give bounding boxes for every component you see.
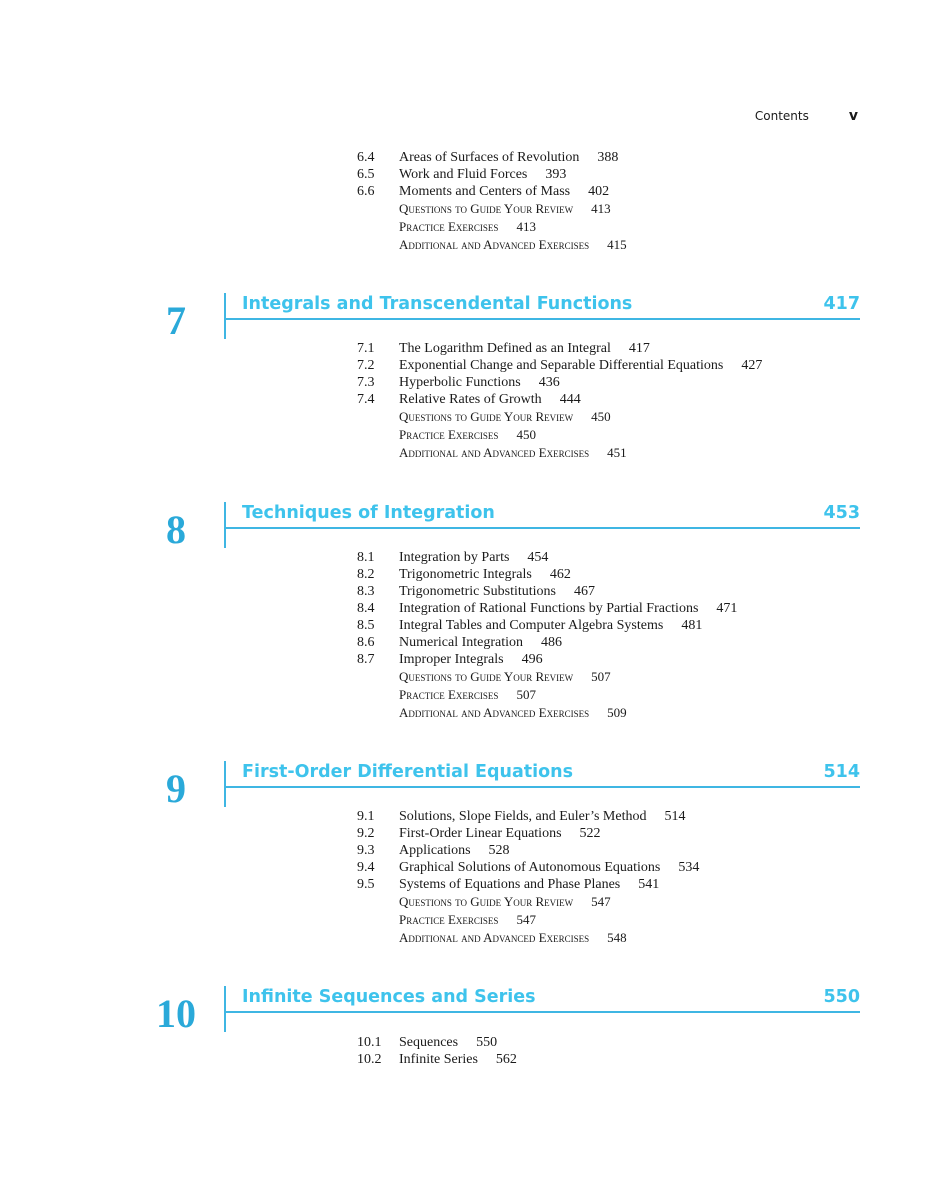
chapter-10-section-list	[357, 1034, 517, 1068]
chapter-number: 10	[156, 991, 196, 1036]
toc-entry-8-6[interactable]	[357, 634, 737, 651]
section-page: 454	[527, 550, 549, 565]
extra-title: Practice Exercises	[399, 687, 499, 702]
chapter-title: Infinite Sequences and Series	[242, 987, 536, 1007]
running-head-label: Contents	[754, 109, 809, 123]
section-page: 393	[545, 167, 567, 182]
toc-entry-9-3[interactable]	[357, 842, 699, 859]
extra-page: 413	[591, 201, 611, 216]
chapter-rule-horizontal	[224, 527, 860, 529]
section-page: 467	[574, 584, 596, 599]
section-number: 10.2	[357, 1052, 382, 1067]
toc-entry-10-1[interactable]	[357, 1034, 517, 1051]
toc-extra-practice[interactable]	[357, 911, 699, 929]
extra-title: Practice Exercises	[399, 427, 499, 442]
running-head	[755, 108, 858, 124]
section-title: Numerical Integration	[399, 635, 524, 650]
chapter-rule-horizontal	[224, 1011, 860, 1013]
section-number: 6.4	[357, 150, 375, 165]
section-number: 8.6	[357, 635, 375, 650]
section-page: 514	[664, 809, 686, 824]
section-number: 7.1	[357, 341, 375, 356]
extra-page: 451	[607, 445, 627, 460]
section-number: 9.1	[357, 809, 375, 824]
section-number: 10.1	[357, 1035, 382, 1050]
chapter-page: 550	[823, 987, 860, 1007]
section-number: 7.4	[357, 392, 375, 407]
extra-page: 507	[591, 669, 611, 684]
section-title: Applications	[399, 843, 471, 858]
section-page: 471	[716, 601, 738, 616]
section-page: 522	[579, 826, 601, 841]
chapter-rule-vertical	[224, 986, 226, 1032]
toc-extra-review[interactable]	[357, 200, 627, 218]
toc-entry-7-3[interactable]	[357, 374, 762, 391]
section-number: 8.5	[357, 618, 375, 633]
section-number: 7.2	[357, 358, 375, 373]
toc-extra-review[interactable]	[357, 893, 699, 911]
section-page: 402	[588, 184, 610, 199]
toc-extra-practice[interactable]	[357, 686, 737, 704]
section-number: 8.2	[357, 567, 375, 582]
section-number: 8.3	[357, 584, 375, 599]
toc-entry-8-4[interactable]	[357, 600, 737, 617]
section-page: 534	[678, 860, 700, 875]
page-number: v	[848, 108, 858, 124]
toc-extra-advanced[interactable]	[357, 704, 737, 722]
extra-page: 507	[516, 687, 536, 702]
toc-extra-advanced[interactable]	[357, 929, 699, 947]
extra-page: 450	[591, 409, 611, 424]
chapter-10-heading[interactable]	[150, 986, 860, 1034]
section-title: Hyperbolic Functions	[399, 375, 521, 390]
section-title: Integration by Parts	[399, 550, 510, 565]
section-page: 486	[541, 635, 563, 650]
toc-entry-7-2[interactable]	[357, 357, 762, 374]
chapter-8-section-list	[357, 549, 737, 722]
section-title: Relative Rates of Growth	[399, 392, 542, 407]
section-number: 9.4	[357, 860, 375, 875]
section-title: Solutions, Slope Fields, and Euler’s Method	[399, 809, 647, 824]
toc-entry-8-5[interactable]	[357, 617, 737, 634]
toc-entry-9-1[interactable]	[357, 808, 699, 825]
toc-entry-7-1[interactable]	[357, 340, 762, 357]
chapter-page: 417	[823, 294, 860, 314]
toc-entry-6-4[interactable]	[357, 149, 627, 166]
section-page: 562	[495, 1052, 517, 1067]
section-page: 496	[521, 652, 543, 667]
section-title: Areas of Surfaces of Revolution	[399, 150, 580, 165]
section-title: The Logarithm Defined as an Integral	[399, 341, 611, 356]
toc-extra-practice[interactable]	[357, 426, 762, 444]
section-page: 481	[681, 618, 703, 633]
chapter-number: 8	[166, 507, 186, 552]
extra-page: 413	[516, 219, 536, 234]
section-number: 8.4	[357, 601, 375, 616]
section-number: 8.7	[357, 652, 375, 667]
toc-entry-8-1[interactable]	[357, 549, 737, 566]
section-title: Infinite Series	[399, 1052, 478, 1067]
extra-page: 547	[516, 912, 536, 927]
chapter-number: 9	[166, 766, 186, 811]
extra-page: 415	[607, 237, 627, 252]
extra-title: Questions to Guide Your Review	[399, 894, 574, 909]
chapter-rule-vertical	[224, 502, 226, 548]
chapter-rule-vertical	[224, 293, 226, 339]
chapter-rule-vertical	[224, 761, 226, 807]
extra-title: Questions to Guide Your Review	[399, 201, 574, 216]
toc-extra-practice[interactable]	[357, 218, 627, 236]
section-page: 436	[538, 375, 560, 390]
chapter-7-heading[interactable]	[150, 293, 860, 341]
chapter-6-section-list	[357, 149, 627, 254]
toc-entry-8-3[interactable]	[357, 583, 737, 600]
extra-title: Additional and Advanced Exercises	[399, 705, 590, 720]
extra-title: Questions to Guide Your Review	[399, 669, 574, 684]
section-number: 9.2	[357, 826, 375, 841]
toc-entry-10-2[interactable]	[357, 1051, 517, 1068]
extra-title: Additional and Advanced Exercises	[399, 930, 590, 945]
section-title: Sequences	[399, 1035, 459, 1050]
chapter-9-heading[interactable]	[150, 761, 860, 809]
extra-title: Additional and Advanced Exercises	[399, 445, 590, 460]
extra-title: Questions to Guide Your Review	[399, 409, 574, 424]
toc-entry-9-4[interactable]	[357, 859, 699, 876]
extra-title: Practice Exercises	[399, 912, 499, 927]
section-title: Improper Integrals	[399, 652, 504, 667]
chapter-7-section-list	[357, 340, 762, 462]
section-page: 528	[488, 843, 510, 858]
section-title: Work and Fluid Forces	[399, 167, 528, 182]
section-title: First-Order Linear Equations	[399, 826, 562, 841]
section-title: Graphical Solutions of Autonomous Equations	[399, 860, 661, 875]
extra-page: 547	[591, 894, 611, 909]
toc-entry-8-7[interactable]	[357, 651, 737, 668]
extra-page: 509	[607, 705, 627, 720]
chapter-rule-horizontal	[224, 786, 860, 788]
section-number: 8.1	[357, 550, 375, 565]
section-title: Integral Tables and Computer Algebra Systems	[399, 618, 664, 633]
section-number: 6.5	[357, 167, 375, 182]
extra-title: Additional and Advanced Exercises	[399, 237, 590, 252]
chapter-title: Techniques of Integration	[242, 503, 495, 523]
section-page: 444	[559, 392, 581, 407]
chapter-page: 514	[823, 762, 860, 782]
section-title: Systems of Equations and Phase Planes	[399, 877, 621, 892]
chapter-9-section-list	[357, 808, 699, 947]
extra-page: 450	[516, 427, 536, 442]
toc-extra-advanced[interactable]	[357, 444, 762, 462]
chapter-page: 453	[823, 503, 860, 523]
toc-entry-9-5[interactable]	[357, 876, 699, 893]
section-page: 541	[638, 877, 660, 892]
toc-extra-review[interactable]	[357, 408, 762, 426]
section-page: 427	[741, 358, 763, 373]
section-title: Exponential Change and Separable Differential Equations	[399, 358, 724, 373]
section-title: Integration of Rational Functions by Partial Fractions	[399, 601, 699, 616]
toc-entry-7-4[interactable]	[357, 391, 762, 408]
section-number: 7.3	[357, 375, 375, 390]
chapter-number: 7	[166, 298, 186, 343]
extra-page: 548	[607, 930, 627, 945]
chapter-title: Integrals and Transcendental Functions	[242, 294, 633, 314]
section-number: 9.5	[357, 877, 375, 892]
toc-entry-6-5[interactable]	[357, 166, 627, 183]
chapter-rule-horizontal	[224, 318, 860, 320]
section-title: Trigonometric Integrals	[399, 567, 532, 582]
section-page: 550	[476, 1035, 498, 1050]
toc-extra-review[interactable]	[357, 668, 737, 686]
section-title: Trigonometric Substitutions	[399, 584, 557, 599]
toc-entry-8-2[interactable]	[357, 566, 737, 583]
section-page: 388	[597, 150, 619, 165]
section-page: 417	[628, 341, 650, 356]
section-page: 462	[549, 567, 571, 582]
chapter-title: First-Order Differential Equations	[242, 762, 574, 782]
extra-title: Practice Exercises	[399, 219, 499, 234]
toc-entry-9-2[interactable]	[357, 825, 699, 842]
section-title: Moments and Centers of Mass	[399, 184, 571, 199]
chapter-8-heading[interactable]	[150, 502, 860, 550]
section-number: 6.6	[357, 184, 375, 199]
toc-entry-6-6[interactable]	[357, 183, 627, 200]
toc-extra-advanced[interactable]	[357, 236, 627, 254]
section-number: 9.3	[357, 843, 375, 858]
